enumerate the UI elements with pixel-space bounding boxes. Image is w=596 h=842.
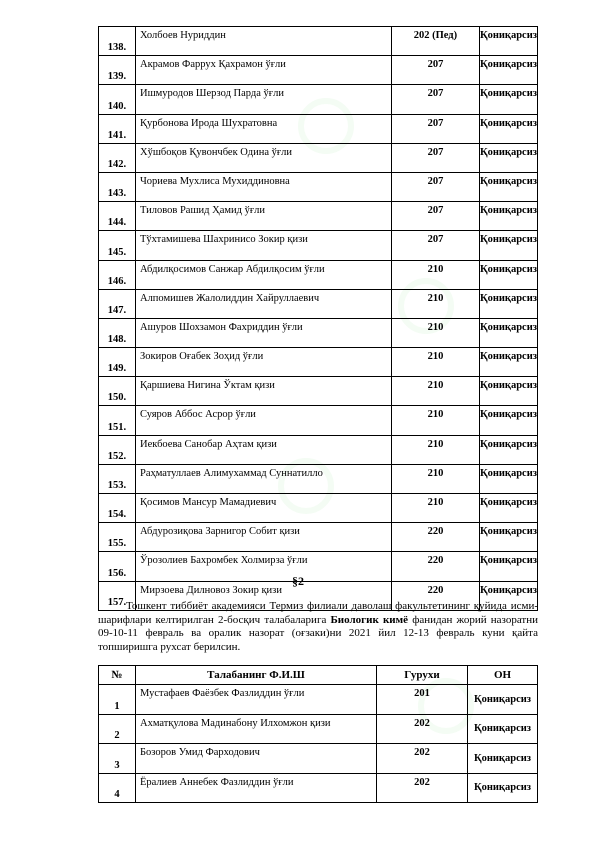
section-title: §2	[292, 574, 304, 588]
row-number: 146.	[99, 260, 136, 289]
header-number: №	[99, 666, 136, 685]
students-table-body	[99, 685, 538, 803]
table-row	[99, 85, 538, 114]
header-result: ОН	[468, 666, 538, 685]
group-number: 207	[391, 202, 479, 231]
row-number: 142.	[99, 143, 136, 172]
result-status: Қониқарсиз	[479, 172, 537, 201]
row-number: 154.	[99, 494, 136, 523]
student-name: Иекбоева Санобар Аҳтам қизи	[135, 435, 391, 464]
student-name: Чориева Мухлиса Мухиддиновна	[135, 172, 391, 201]
row-number: 145.	[99, 231, 136, 260]
result-status: Қониқарсиз	[479, 114, 537, 143]
result-status: Қониқарсиз	[479, 581, 537, 610]
group-number: 210	[391, 348, 479, 377]
student-name: Қурбонова Ирода Шухратовна	[135, 114, 391, 143]
row-number: 152.	[99, 435, 136, 464]
group-number: 210	[391, 289, 479, 318]
table-header-row	[99, 666, 538, 685]
result-status: Қониқарсиз	[479, 85, 537, 114]
row-number: 147.	[99, 289, 136, 318]
students-table-continued	[98, 26, 538, 611]
student-name: Абдурозиқова Зарнигор Собит қизи	[135, 523, 391, 552]
result-status: Қониқарсиз	[468, 714, 538, 744]
students-table-section2	[98, 665, 538, 803]
table-row	[99, 685, 538, 715]
group-number: 220	[391, 523, 479, 552]
table-row	[99, 406, 538, 435]
header-group: Гурухи	[377, 666, 468, 685]
table-row	[99, 714, 538, 744]
table-row	[99, 114, 538, 143]
student-name: Алпомишев Жалолиддин Хайруллаевич	[135, 289, 391, 318]
result-status: Қониқарсиз	[479, 289, 537, 318]
group-number: 202	[377, 744, 468, 774]
student-name: Мустафаев Фаёзбек Фазлиддин ўғли	[136, 685, 377, 715]
row-number: 148.	[99, 318, 136, 347]
row-number: 155.	[99, 523, 136, 552]
row-number: 1	[99, 685, 136, 715]
row-number: 2	[99, 714, 136, 744]
result-status: Қониқарсиз	[479, 348, 537, 377]
student-name: Акрамов Фаррух Қахрамон ўғли	[135, 56, 391, 85]
row-number: 151.	[99, 406, 136, 435]
result-status: Қониқарсиз	[479, 27, 537, 56]
paragraph-subject: Биологик кимё	[330, 613, 409, 626]
group-number: 207	[391, 231, 479, 260]
result-status: Қониқарсиз	[479, 435, 537, 464]
table-row	[99, 318, 538, 347]
result-status: Қониқарсиз	[468, 773, 538, 803]
row-number: 140.	[99, 85, 136, 114]
group-number: 210	[391, 318, 479, 347]
table-row	[99, 523, 538, 552]
student-name: Қосимов Мансур Мамадиевич	[135, 494, 391, 523]
group-number: 202	[377, 714, 468, 744]
table-row	[99, 172, 538, 201]
group-number: 210	[391, 377, 479, 406]
decision-paragraph	[98, 600, 538, 654]
group-number: 202	[377, 773, 468, 803]
row-number: 139.	[99, 56, 136, 85]
student-name: Қаршиева Нигина Ўктам қизи	[135, 377, 391, 406]
result-status: Қониқарсиз	[479, 464, 537, 493]
result-status: Қониқарсиз	[479, 494, 537, 523]
student-name: Мирзоева Дилновоз Зокир қизи	[135, 581, 391, 610]
group-number: 207	[391, 56, 479, 85]
result-status: Қониқарсиз	[468, 744, 538, 774]
result-status: Қониқарсиз	[479, 552, 537, 581]
row-number: 149.	[99, 348, 136, 377]
row-number: 141.	[99, 114, 136, 143]
student-name: Ахматқулова Мадинабону Илхомжон қизи	[136, 714, 377, 744]
result-status: Қониқарсиз	[479, 231, 537, 260]
group-number: 201	[377, 685, 468, 715]
table-row	[99, 231, 538, 260]
table-row	[99, 348, 538, 377]
group-number: 210	[391, 464, 479, 493]
group-number: 207	[391, 114, 479, 143]
group-number: 207	[391, 143, 479, 172]
group-number: 210	[391, 406, 479, 435]
row-number: 153.	[99, 464, 136, 493]
result-status: Қониқарсиз	[479, 523, 537, 552]
student-name: Тўхтамишева Шахринисо Зокир қизи	[135, 231, 391, 260]
group-number: 220	[391, 552, 479, 581]
student-name: Холбоев Нуриддин	[135, 27, 391, 56]
students-table-body	[99, 27, 538, 611]
group-number: 210	[391, 494, 479, 523]
student-name: Ёралиев Аннебек Фазлиддин ўғли	[136, 773, 377, 803]
row-number: 157.	[99, 581, 136, 610]
row-number: 144.	[99, 202, 136, 231]
student-name: Тиловов Рашид Ҳамид ўғли	[135, 202, 391, 231]
group-number: 210	[391, 260, 479, 289]
row-number: 150.	[99, 377, 136, 406]
student-name: Ишмуродов Шерзод Парда ўғли	[135, 85, 391, 114]
table-row	[99, 143, 538, 172]
student-name: Ашуров Шохзамон Фахриддин ўғли	[135, 318, 391, 347]
table-row	[99, 260, 538, 289]
result-status: Қониқарсиз	[479, 202, 537, 231]
student-name: Абдилқосимов Санжар Абдилқосим ўғли	[135, 260, 391, 289]
result-status: Қониқарсиз	[479, 260, 537, 289]
student-name: Зокиров Оғабек Зоҳид ўғли	[135, 348, 391, 377]
student-name: Ўрозолиев Бахромбек Холмирза ўғли	[135, 552, 391, 581]
table-row	[99, 289, 538, 318]
table-row	[99, 773, 538, 803]
row-number: 138.	[99, 27, 136, 56]
table-row	[99, 27, 538, 56]
result-status: Қониқарсиз	[479, 56, 537, 85]
student-name: Суяров Аббос Асрор ўғли	[135, 406, 391, 435]
student-name: Хўшбоқов Қувончбек Одина ўғли	[135, 143, 391, 172]
group-number: 207	[391, 172, 479, 201]
table-row	[99, 435, 538, 464]
paragraph-text-start: Тошкент тиббиёт академияси Термиз филиали даволаш факультетининг қуйида исми-шарифлари келтирилган 2-босқич талабаларига	[98, 600, 538, 626]
table-row	[99, 377, 538, 406]
group-number: 207	[391, 85, 479, 114]
row-number: 3	[99, 744, 136, 774]
table-row	[99, 56, 538, 85]
table-row	[99, 464, 538, 493]
result-status: Қониқарсиз	[479, 377, 537, 406]
student-name: Раҳматуллаев Алимухаммад Суннатилло	[135, 464, 391, 493]
row-number: 143.	[99, 172, 136, 201]
table-row	[99, 744, 538, 774]
paragraph-text-end: фанидан жорий назоратни 09-10-11 февраль ва оралик назорат (оғзаки)ни 2021 йил 12-13 февраль куни қайта топширишга рухсат берилсин.	[98, 613, 538, 653]
result-status: Қониқарсиз	[468, 685, 538, 715]
table-row	[99, 494, 538, 523]
result-status: Қониқарсиз	[479, 318, 537, 347]
result-status: Қониқарсиз	[479, 143, 537, 172]
table-row	[99, 202, 538, 231]
group-number: 210	[391, 435, 479, 464]
row-number: 4	[99, 773, 136, 803]
group-number: 220	[391, 581, 479, 610]
row-number: 156.	[99, 552, 136, 581]
header-student-name: Талабанинг Ф.И.Ш	[136, 666, 377, 685]
student-name: Бозоров Умид Фарходович	[136, 744, 377, 774]
group-number: 202 (Пед)	[391, 27, 479, 56]
result-status: Қониқарсиз	[479, 406, 537, 435]
